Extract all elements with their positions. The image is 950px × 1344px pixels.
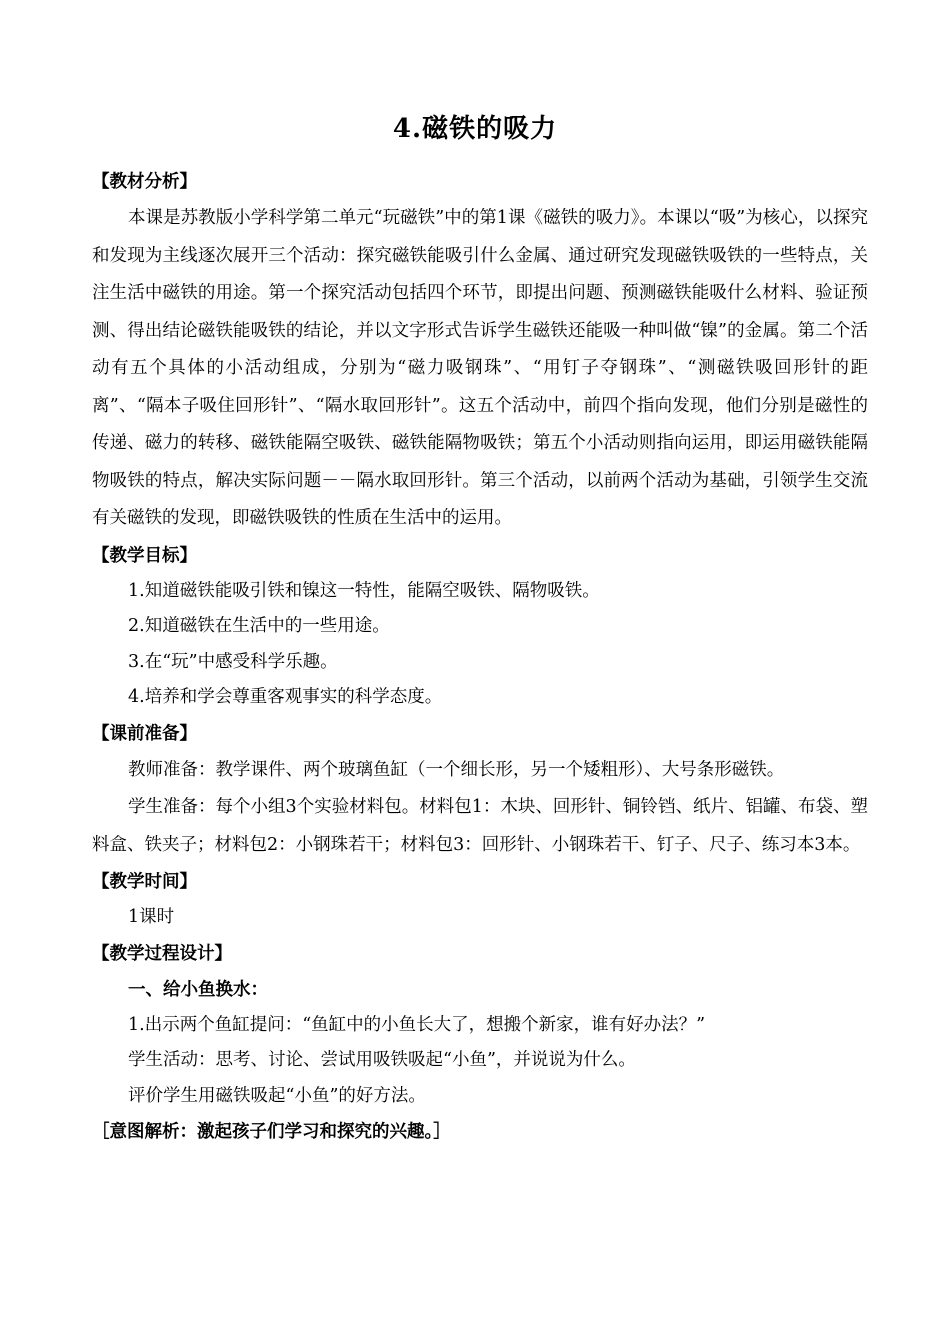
design-intent-note: ［意图解析：激起孩子们学习和探究的兴趣。］ <box>92 1122 451 1142</box>
process-line-3: 评价学生用磁铁吸起“小鱼”的好方法。 <box>128 1085 426 1106</box>
goal-item-3: 3.在“玩”中感受科学乐趣。 <box>128 651 338 672</box>
lesson-time: 1课时 <box>128 907 175 927</box>
process-line-1: 1.出示两个鱼缸提问：“鱼缸中的小鱼长大了，想搬个新家，谁有好办法？” <box>128 1014 706 1035</box>
goal-item-1: 1.知道磁铁能吸引铁和镍这一特性，能隔空吸铁、隔物吸铁。 <box>128 580 600 601</box>
teacher-preparation: 教师准备：教学课件、两个玻璃鱼缸（一个细长形，另一个矮粗形）、大号条形磁铁。 <box>128 759 785 780</box>
analysis-paragraph: 本课是苏教版小学科学第二单元“玩磁铁”中的第1课《磁铁的吸力》。本课以“吸”为核心，以探究和发现为主线逐次展开三个活动：探究磁铁能吸引什么金属、通过研究发现磁铁吸铁的一些特点，关注生活中磁铁的用途。第一个探究活动包括四个环节，即提出问题、预测磁铁能吸什么材料、验证预测、得出结论磁铁能吸铁的结论，并以文字形式告诉学生磁铁还能吸一种叫做“镍”的金属。第二个活动有五个具体的小活动组成，分别为“磁力吸钢珠”、“用钉子夺钢珠”、“测磁铁吸回形针的距离”、“隔本子吸住回形针”、“隔水取回形针”。这五个活动中，前四个指向发现，他们分别是磁性的传递、磁力的转移、磁铁能隔空吸铁、磁铁能隔物吸铁；第五个小活动则指向运用，即运用磁铁能隔物吸铁的特点，解决实际问题－－隔水取回形针。第三个活动，以前两个活动为基础，引领学生交流有关磁铁的发现，即磁铁吸铁的性质在生活中的运用。 <box>92 208 868 528</box>
process-line-2: 学生活动：思考、讨论、尝试用吸铁吸起“小鱼”，并说说为什么。 <box>128 1050 636 1070</box>
goal-item-4: 4.培养和学会尊重客观事实的科学态度。 <box>128 687 443 707</box>
section-heading-preparation: 【课前准备】 <box>92 723 197 744</box>
section-heading-goals: 【教学目标】 <box>92 545 197 566</box>
section-heading-time: 【教学时间】 <box>92 872 197 892</box>
document-title: 4.磁铁的吸力 <box>392 114 558 144</box>
section-heading-analysis: 【教材分析】 <box>92 172 197 192</box>
process-step-title: 一、给小鱼换水： <box>128 979 268 1000</box>
goal-item-2: 2.知道磁铁在生活中的一些用途。 <box>128 616 390 636</box>
section-heading-process: 【教学过程设计】 <box>92 943 232 964</box>
document-body <box>92 164 868 1150</box>
student-preparation: 学生准备：每个小组3个实验材料包。材料包1：木块、回形针、铜铃铛、纸片、铝罐、布袋、塑料盒、铁夹子；材料包2：小钢珠若干；材料包3：回形针、小钢珠若干、钉子、尺子、练习本3本。 <box>92 797 868 855</box>
